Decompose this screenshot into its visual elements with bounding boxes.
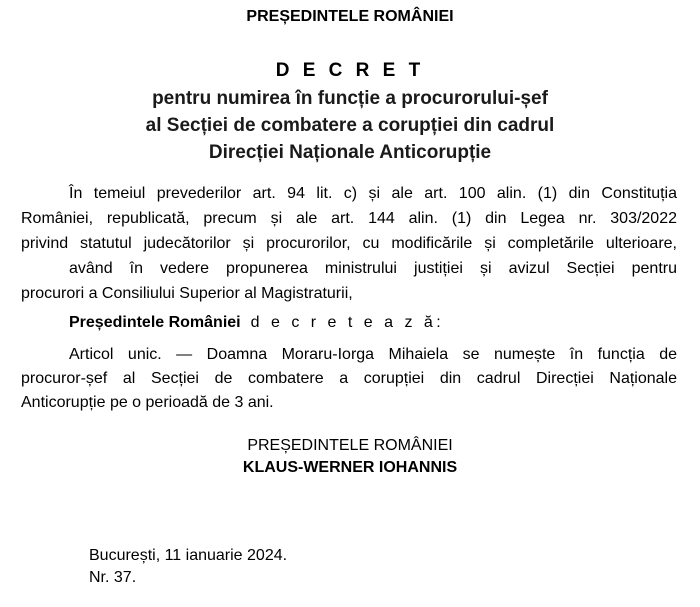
preamble-line: privind statutul judecătorilor și procurorilor, cu modificările și completările ulterioare, (21, 235, 677, 252)
decrees-issuer: Președintele României (69, 314, 241, 331)
decree-heading: D E C R E T (275, 60, 425, 81)
article-line: Articol unic. — Doamna Moraru-Iorga Mihaiela se numește în funcția de (69, 346, 677, 363)
preamble-line: României, republicată, precum și ale art. 144 alin. (1) din Legea nr. 303/2022 (21, 210, 677, 227)
article-line: Anticorupție pe o perioadă de 3 ani. (21, 394, 274, 411)
decrees-statement (69, 312, 444, 334)
preamble-line: În temeiul prevederilor art. 94 lit. c) și ale art. 100 alin. (1) din Constituția (69, 185, 677, 202)
signature-title: PREȘEDINTELE ROMÂNIEI (247, 437, 453, 454)
decree-subject (0, 85, 700, 166)
place-date: București, 11 ianuarie 2024. (89, 547, 288, 564)
decree-subject-line: pentru numirea în funcție a procurorului-șef (152, 88, 548, 109)
issuer-header: PREȘEDINTELE ROMÂNIEI (246, 8, 454, 25)
decree-subject-line: al Secției de combatere a corupției din cadrul (145, 115, 555, 136)
decree-subject-line: Direcției Naționale Anticorupție (208, 142, 492, 163)
decrees-verb: d e c r e t e a z ă: (250, 314, 445, 331)
signature-name: KLAUS-WERNER IOHANNIS (242, 459, 458, 476)
preamble-paragraph (21, 181, 677, 306)
preamble-line: având în vedere propunerea ministrului justiției și avizul Secției pentru (69, 260, 677, 277)
article-paragraph (21, 343, 677, 415)
preamble-line: procurori a Consiliului Superior al Magistraturii, (21, 285, 353, 302)
decree-number: Nr. 37. (89, 569, 137, 586)
article-line: procuror-șef al Secției de combatere a corupției din cadrul Direcției Naționale (21, 370, 677, 387)
